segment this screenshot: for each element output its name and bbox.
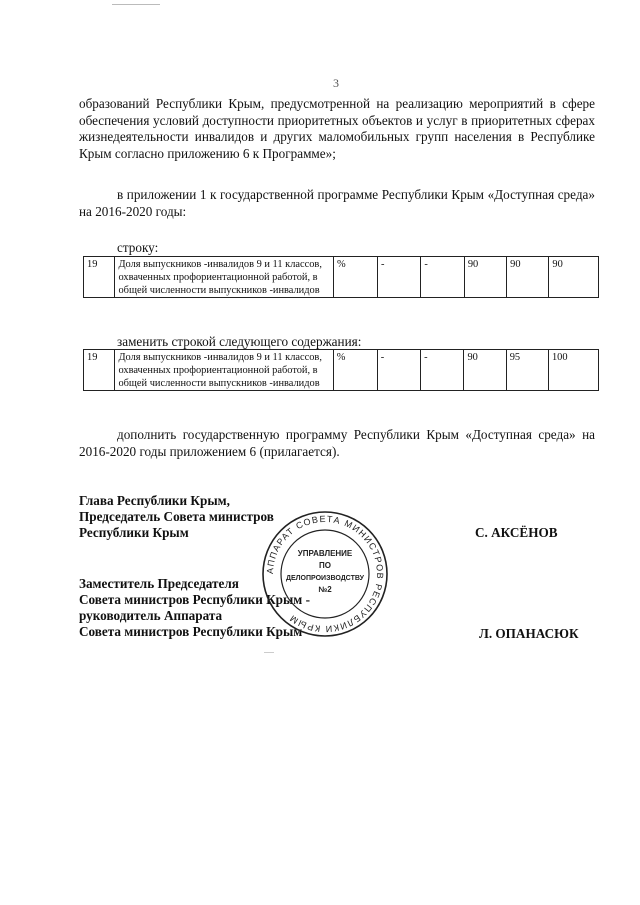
cell-2018: 90 <box>464 350 506 391</box>
table-new-row <box>83 349 599 391</box>
signatory1-line1: Глава Республики Крым, <box>79 493 230 508</box>
signatory1-name: С. АКСЁНОВ <box>475 525 558 540</box>
cell-name: Доля выпускников -инвалидов 9 и 11 классов, охваченных профориентационной работой, в общей численности выпускников -инвалидов <box>115 257 334 298</box>
signatory1-line3: Республики Крым <box>79 525 189 540</box>
stamp-ring-text: АППАРАТ СОВЕТА МИНИСТРОВ РЕСПУБЛИКИ КРЫМ <box>264 513 386 635</box>
signatory2-line1: Заместитель Председателя <box>79 576 239 591</box>
cell-num: 19 <box>84 257 115 298</box>
stamp-center-line2: ПО <box>319 561 331 570</box>
paragraph-supplement: дополнить государственную программу Республики Крым «Доступная среда» на 2016-2020 годы приложением 6 (прилагается). <box>79 427 595 459</box>
paragraph-intro: образований Республики Крым, предусмотренной на реализацию мероприятий в сфере обеспечения условий доступности приоритетных объектов и услуг в приоритетных сферах жизнедеятельности инвалидов и других маломобильных групп населения в Республике Крым согласно приложению 6 к Программе»; <box>79 96 595 161</box>
cell-2020: 90 <box>549 257 599 298</box>
table-old-row <box>83 256 599 298</box>
footer-mark <box>264 652 274 653</box>
stamp-center-line4: №2 <box>318 585 332 594</box>
stamp-center-line3: ДЕЛОПРОИЗВОДСТВУ <box>285 575 365 582</box>
cell-2020: 100 <box>548 350 598 391</box>
cell-2016: - <box>377 350 420 391</box>
header-rule <box>112 4 160 5</box>
cell-2017: - <box>421 257 464 298</box>
stamp-center-line1: УПРАВЛЕНИЕ <box>297 549 353 558</box>
label-row: строку: <box>117 240 159 255</box>
signatory2-line3: руководитель Аппарата <box>79 608 223 623</box>
cell-2017: - <box>421 350 464 391</box>
label-replace: заменить строкой следующего содержания: <box>117 334 362 349</box>
table-row <box>84 257 599 298</box>
page-number: 3 <box>333 76 339 90</box>
cell-2019: 90 <box>507 257 549 298</box>
cell-num: 19 <box>84 350 115 391</box>
cell-2019: 95 <box>506 350 548 391</box>
signatory2-line4: Совета министров Республики Крым <box>79 624 303 639</box>
official-stamp <box>260 508 390 640</box>
signatory2-name: Л. ОПАНАСЮК <box>479 626 579 641</box>
cell-unit: % <box>334 257 378 298</box>
signatory2-line2: Совета министров Республики Крым - <box>79 592 310 607</box>
cell-name: Доля выпускников -инвалидов 9 и 11 классов, охваченных профориентационной работой, в общей численности выпускников -инвалидов <box>115 350 333 391</box>
signatory1-line2: Председатель Совета министров <box>79 509 274 524</box>
cell-2018: 90 <box>464 257 506 298</box>
signatory1-title <box>79 493 274 541</box>
paragraph-appendix: в приложении 1 к государственной программе Республики Крым «Доступная среда» на 2016-2020 годы: <box>79 187 595 219</box>
table-row <box>84 350 599 391</box>
cell-unit: % <box>333 350 377 391</box>
cell-2016: - <box>377 257 420 298</box>
